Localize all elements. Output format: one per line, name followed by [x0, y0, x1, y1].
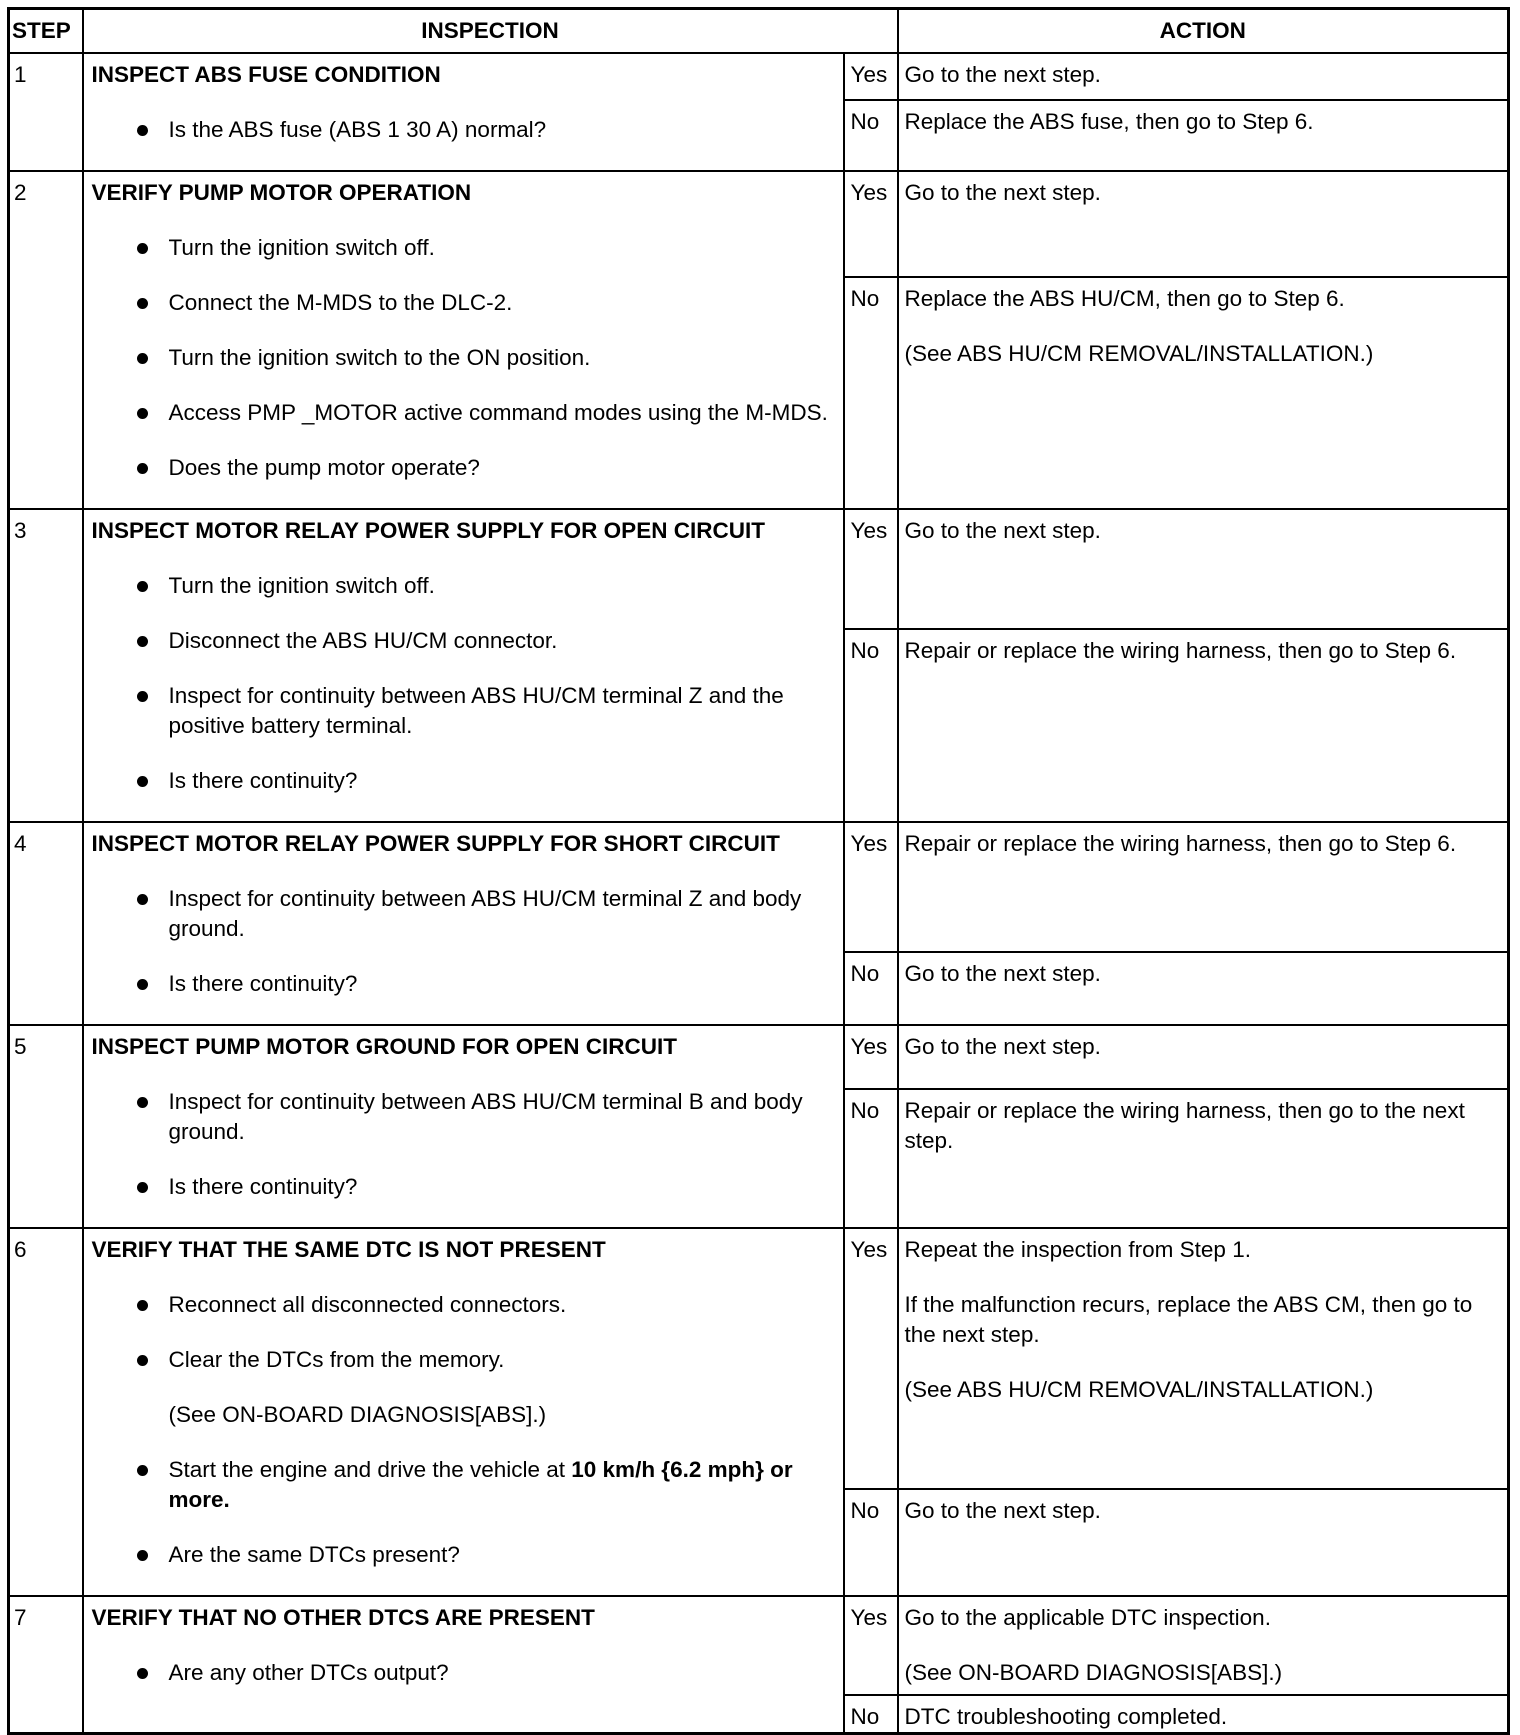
bullet-icon — [137, 298, 148, 309]
step-number: 4 — [9, 822, 83, 1025]
bullet-icon — [137, 1550, 148, 1561]
yes-action: Go to the next step. — [898, 1025, 1509, 1089]
bullet-item: Start the engine and drive the vehicle at 10 km/h {6.2 mph} or more. — [92, 1455, 835, 1515]
bullet-item: Inspect for continuity between ABS HU/CM terminal Z and the positive battery terminal. — [92, 681, 835, 741]
step-number: 1 — [9, 53, 83, 171]
no-label: No — [844, 952, 898, 1025]
no-label: No — [844, 1489, 898, 1596]
bullet-icon — [137, 636, 148, 647]
bullet-icon — [137, 1668, 148, 1679]
step-row — [9, 1596, 1509, 1695]
yes-label: Yes — [844, 171, 898, 277]
bullet-item: Turn the ignition switch off. — [92, 233, 835, 263]
bullet-item: Are the same DTCs present? — [92, 1540, 835, 1570]
header-step: STEP — [9, 9, 83, 54]
no-action: DTC troubleshooting completed. — [898, 1695, 1509, 1734]
yes-action: Go to the next step. — [898, 171, 1509, 277]
yes-label: Yes — [844, 1228, 898, 1489]
step-row — [9, 1228, 1509, 1489]
bullet-icon — [137, 1465, 148, 1476]
step-title: INSPECT PUMP MOTOR GROUND FOR OPEN CIRCUIT — [91, 1034, 677, 1059]
yes-action: Repeat the inspection from Step 1. If the malfunction recurs, replace the ABS CM, then go to the next step. (See ABS HU/CM REMOVAL/INSTALLATION.) — [898, 1228, 1509, 1489]
no-action: Go to the next step. — [898, 1489, 1509, 1596]
bullet-item: Turn the ignition switch off. — [92, 571, 835, 601]
bullet-icon — [137, 1182, 148, 1193]
inspection-cell — [83, 1025, 844, 1228]
step-row — [9, 53, 1509, 100]
yes-label: Yes — [844, 53, 898, 100]
inspection-cell — [83, 1596, 844, 1734]
no-label: No — [844, 629, 898, 822]
bullet-item: Is there continuity? — [92, 1172, 835, 1202]
bullet-icon — [137, 463, 148, 474]
yes-action: Go to the next step. — [898, 53, 1509, 100]
step-row — [9, 1025, 1509, 1089]
no-action: Replace the ABS HU/CM, then go to Step 6. (See ABS HU/CM REMOVAL/INSTALLATION.) — [898, 277, 1509, 509]
bullet-icon — [137, 1355, 148, 1366]
step-title: INSPECT MOTOR RELAY POWER SUPPLY FOR OPEN CIRCUIT — [91, 518, 765, 543]
yes-action: Go to the next step. — [898, 509, 1509, 629]
bullet-item: Inspect for continuity between ABS HU/CM terminal B and body ground. — [92, 1087, 835, 1147]
bullet-icon — [137, 581, 148, 592]
step-title: INSPECT ABS FUSE CONDITION — [91, 62, 441, 87]
no-action: Repair or replace the wiring harness, then go to Step 6. — [898, 629, 1509, 822]
bullet-icon — [137, 1300, 148, 1311]
bullet-item: Inspect for continuity between ABS HU/CM terminal Z and body ground. — [92, 884, 835, 944]
bullet-item: Disconnect the ABS HU/CM connector. — [92, 626, 835, 656]
step-row — [9, 822, 1509, 952]
step-title: VERIFY THAT THE SAME DTC IS NOT PRESENT — [91, 1237, 606, 1262]
no-label: No — [844, 277, 898, 509]
bullet-item: Connect the M-MDS to the DLC-2. — [92, 288, 835, 318]
bullet-item: Is there continuity? — [92, 969, 835, 999]
inspection-cell — [83, 171, 844, 509]
no-action: Replace the ABS fuse, then go to Step 6. — [898, 100, 1509, 171]
step-row — [9, 509, 1509, 629]
step-row — [9, 171, 1509, 277]
yes-label: Yes — [844, 822, 898, 952]
step-number: 3 — [9, 509, 83, 822]
bullet-item: Clear the DTCs from the memory. — [92, 1345, 835, 1375]
reference-note: (See ON-BOARD DIAGNOSIS[ABS].) — [168, 1402, 547, 1427]
no-label: No — [844, 1695, 898, 1734]
step-number: 2 — [9, 171, 83, 509]
inspection-cell — [83, 53, 844, 171]
bullet-item: Does the pump motor operate? — [92, 453, 835, 483]
inspection-cell — [83, 822, 844, 1025]
no-action: Go to the next step. — [898, 952, 1509, 1025]
header-inspection: INSPECTION — [83, 9, 898, 54]
step-number: 5 — [9, 1025, 83, 1228]
header-action: ACTION — [898, 9, 1509, 54]
bullet-item: Turn the ignition switch to the ON position. — [92, 343, 835, 373]
bullet-item: Access PMP _MOTOR active command modes using the M-MDS. — [92, 398, 835, 428]
bullet-icon — [137, 243, 148, 254]
inspection-cell — [83, 509, 844, 822]
step-number: 6 — [9, 1228, 83, 1596]
procedure-table — [7, 7, 1510, 1735]
bullet-icon — [137, 894, 148, 905]
inspection-cell — [83, 1228, 844, 1596]
yes-label: Yes — [844, 1025, 898, 1089]
bullet-icon — [137, 1097, 148, 1108]
step-title: VERIFY PUMP MOTOR OPERATION — [91, 180, 472, 205]
step-title: VERIFY THAT NO OTHER DTCS ARE PRESENT — [91, 1605, 595, 1630]
step-number: 7 — [9, 1596, 83, 1734]
bullet-icon — [137, 691, 148, 702]
bullet-item: Is the ABS fuse (ABS 1 30 A) normal? — [92, 115, 835, 145]
bullet-icon — [137, 408, 148, 419]
yes-action: Go to the applicable DTC inspection. (See ON-BOARD DIAGNOSIS[ABS].) — [898, 1596, 1509, 1695]
bullet-item: Are any other DTCs output? — [92, 1658, 835, 1688]
yes-label: Yes — [844, 509, 898, 629]
bullet-icon — [137, 353, 148, 364]
bullet-icon — [137, 125, 148, 136]
no-action: Repair or replace the wiring harness, then go to the next step. — [898, 1089, 1509, 1228]
bullet-icon — [137, 979, 148, 990]
yes-action: Repair or replace the wiring harness, then go to Step 6. — [898, 822, 1509, 952]
header-row — [9, 9, 1509, 54]
speed-spec: 10 km/h {6.2 mph} or more. — [168, 1457, 793, 1512]
bullet-item: Reconnect all disconnected connectors. — [92, 1290, 835, 1320]
bullet-icon — [137, 776, 148, 787]
no-label: No — [844, 100, 898, 171]
yes-label: Yes — [844, 1596, 898, 1695]
step-title: INSPECT MOTOR RELAY POWER SUPPLY FOR SHORT CIRCUIT — [91, 831, 780, 856]
bullet-item: Is there continuity? — [92, 766, 835, 796]
no-label: No — [844, 1089, 898, 1228]
